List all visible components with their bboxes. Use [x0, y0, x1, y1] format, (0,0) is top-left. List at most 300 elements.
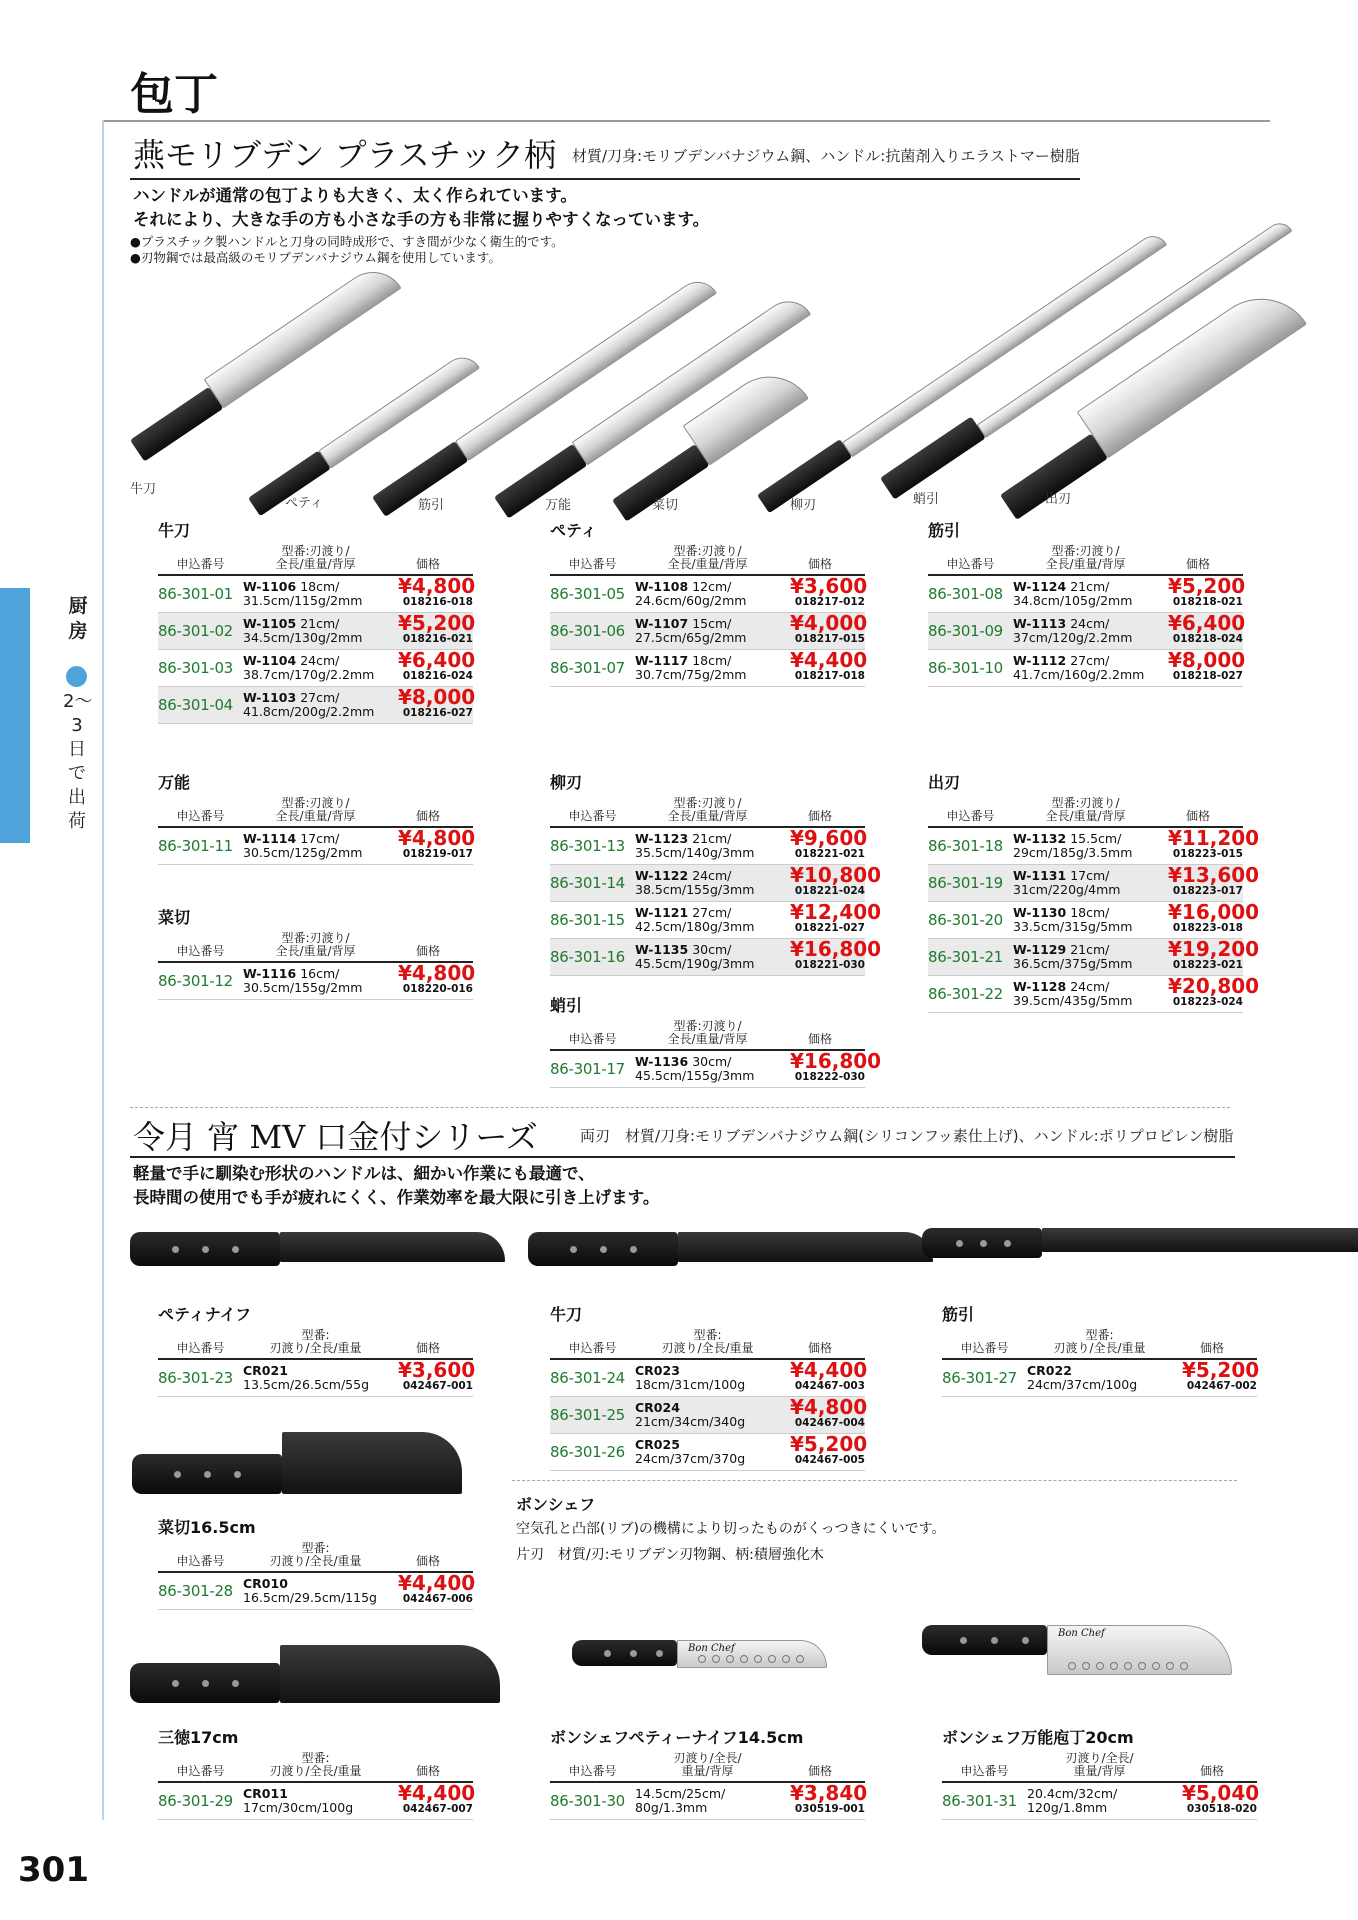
category-name: 出刃: [928, 773, 961, 792]
price-table-蛸引: [550, 993, 882, 1088]
order-code: 86-301-21: [928, 948, 1003, 966]
spec-cell: [635, 943, 790, 971]
price-value: ¥6,400: [398, 648, 476, 672]
spec-blade-length: 21cm/: [1070, 579, 1110, 594]
header-price: 価格: [415, 1764, 440, 1778]
knife-blade: [204, 259, 402, 408]
category-name: 万能: [158, 773, 191, 792]
knife-blade: [1077, 278, 1307, 459]
spec-blade-length: 21cm/: [692, 831, 732, 846]
table-row: [550, 826, 868, 865]
order-code: 86-301-04: [158, 696, 233, 714]
product-code: 018216-021: [402, 633, 473, 645]
spec-line1: [1013, 617, 1168, 631]
header-spec: 型番:刃渡り/ 全長/重量/背厚: [275, 931, 356, 958]
air-hole: [1110, 1662, 1118, 1670]
price-cell: [1168, 611, 1246, 646]
spec-cell: [635, 1787, 790, 1815]
price-value: ¥20,800: [1168, 974, 1260, 998]
rivet: [174, 1471, 181, 1478]
price-cell: [398, 961, 476, 996]
air-hole: [712, 1655, 720, 1663]
model-number: W-1129: [1013, 942, 1067, 957]
price-cell: [790, 1395, 868, 1430]
price-cell: [1168, 937, 1260, 972]
product-code: 018218-024: [1172, 633, 1243, 645]
spec-line2: 35.5cm/140g/3mm: [635, 845, 755, 860]
air-hole: [768, 1655, 776, 1663]
header-price: 価格: [415, 1341, 440, 1355]
spec-cell: [243, 832, 398, 860]
spec-line2: 24.6cm/60g/2mm: [635, 593, 747, 608]
spec-line2: 120g/1.8mm: [1027, 1800, 1108, 1815]
model-number: W-1105: [243, 616, 297, 631]
spec-line2: 33.5cm/315g/5mm: [1013, 919, 1133, 934]
price-value: ¥3,840: [790, 1781, 868, 1805]
product-code: 018221-027: [794, 922, 865, 934]
petty-knife-illustration: [130, 1232, 505, 1266]
price-value: ¥11,200: [1168, 826, 1260, 850]
spec-cell: [1027, 1787, 1182, 1815]
header-code: 申込番号: [960, 1341, 1009, 1355]
spec-line1: [1013, 943, 1168, 957]
page-title: 包丁: [130, 69, 218, 120]
spec-line2: 34.8cm/105g/2mm: [1013, 593, 1133, 608]
spec-line1: [243, 691, 398, 705]
air-hole: [726, 1655, 734, 1663]
brand-mark: Bon Chef: [1058, 1628, 1105, 1639]
table-header: [928, 797, 1243, 828]
knife-handle: [572, 1640, 677, 1666]
section3-title: ボンシェフ: [516, 1495, 596, 1514]
spec-line1: [243, 617, 398, 631]
knife-handle: [494, 444, 587, 519]
table-row: [158, 1571, 476, 1610]
price-value: ¥4,800: [398, 826, 476, 850]
air-hole: [754, 1655, 762, 1663]
header-price: 価格: [807, 809, 832, 823]
price-cell: [790, 611, 868, 646]
spec-line1: [243, 654, 398, 668]
spec-line2: 45.5cm/155g/3mm: [635, 1068, 755, 1083]
price-value: ¥3,600: [398, 1358, 476, 1382]
table-header: [550, 1020, 865, 1051]
price-cell: [1168, 648, 1246, 683]
rivet: [202, 1680, 209, 1687]
table-row: [158, 1358, 476, 1397]
price-table-ペティナイフ: [158, 1302, 476, 1397]
header-spec: 型番:刃渡り/ 全長/重量/背厚: [1045, 796, 1126, 823]
knife-handle: [130, 1232, 280, 1266]
price-table-三徳17cm: [158, 1725, 476, 1820]
price-cell: [398, 574, 476, 609]
price-value: ¥19,200: [1168, 937, 1260, 961]
rivet: [604, 1650, 611, 1657]
spec-line1: [635, 1364, 790, 1378]
spec-line1: [635, 1438, 790, 1452]
order-code: 86-301-03: [158, 659, 233, 677]
spec-line1: [635, 1055, 790, 1069]
order-code: 86-301-09: [928, 622, 1003, 640]
header-spec: 型番:刃渡り/ 全長/重量/背厚: [1045, 544, 1126, 571]
price-cell: [790, 574, 868, 609]
price-value: ¥16,800: [790, 937, 882, 961]
price-cell: [790, 648, 868, 683]
table-header: [928, 545, 1243, 576]
price-cell: [790, 900, 882, 935]
header-spec: 刃渡り/全長/ 重量/背厚: [1065, 1751, 1134, 1778]
price-table-牛刀: [158, 518, 476, 724]
santoku-illustration: [130, 1645, 500, 1703]
price-cell: [790, 1049, 882, 1084]
rivet: [656, 1650, 663, 1657]
section1-spec: 材質/刀身:モリブデンバナジウム鋼、ハンドル:抗菌剤入りエラストマー樹脂: [572, 147, 1080, 165]
section2-spec: 両刃 材質/刀身:モリブデンバナジウム鋼(シリコンフッ素仕上げ)、ハンドル:ポリプロピレン樹脂: [580, 1127, 1234, 1145]
page-number: 301: [18, 1850, 89, 1890]
order-code: 86-301-12: [158, 972, 233, 990]
air-hole: [1068, 1662, 1076, 1670]
model-number: CR022: [1027, 1363, 1072, 1378]
air-hole: [698, 1655, 706, 1663]
table-row: [550, 574, 868, 613]
knife-label: 牛刀: [130, 482, 157, 497]
price-value: ¥9,600: [790, 826, 868, 850]
order-code: 86-301-08: [928, 585, 1003, 603]
order-code: 86-301-10: [928, 659, 1003, 677]
price-cell: [1182, 1358, 1260, 1393]
product-code: 030519-001: [794, 1803, 865, 1815]
table-row: [942, 1781, 1260, 1820]
spec-line1: [1013, 654, 1168, 668]
order-code: 86-301-25: [550, 1406, 625, 1424]
model-number: W-1124: [1013, 579, 1067, 594]
price-cell: [1168, 974, 1260, 1009]
product-code: 018223-017: [1172, 885, 1243, 897]
nakiri-illustration: [132, 1432, 462, 1494]
product-code: 042467-003: [794, 1380, 865, 1392]
header-code: 申込番号: [176, 944, 225, 958]
spec-line2: 41.7cm/160g/2.2mm: [1013, 667, 1145, 682]
table-header: [158, 1752, 473, 1783]
price-value: ¥5,200: [1182, 1358, 1260, 1382]
order-code: 86-301-29: [158, 1792, 233, 1810]
header-spec: 刃渡り/全長/ 重量/背厚: [673, 1751, 742, 1778]
spec-cell: [635, 1364, 790, 1392]
knife-label: 蛸引: [913, 492, 940, 507]
header-price: 価格: [415, 809, 440, 823]
table-row: [158, 961, 476, 1000]
header-code: 申込番号: [568, 1341, 617, 1355]
header-price: 価格: [1199, 1341, 1224, 1355]
price-cell: [790, 863, 882, 898]
product-code: 018223-018: [1172, 922, 1243, 934]
spec-blade-length: 17cm/: [300, 831, 340, 846]
price-table-ボンシェフペティーナイフ14.5cm: [550, 1725, 868, 1820]
model-number: W-1130: [1013, 905, 1067, 920]
section1-title: 燕モリブデン プラスチック柄: [133, 136, 556, 174]
section2-title: 令月 宵 MV 口金付シリーズ: [133, 1118, 538, 1156]
price-table-菜切: [158, 905, 476, 1000]
knife-handle: [528, 1232, 678, 1266]
model-number: W-1128: [1013, 979, 1067, 994]
spec-line2: 29cm/185g/3.5mm: [1013, 845, 1133, 860]
price-value: ¥5,200: [790, 1432, 868, 1456]
order-code: 86-301-11: [158, 837, 233, 855]
category-name: ボンシェフペティーナイフ14.5cm: [550, 1728, 804, 1747]
order-code: 86-301-02: [158, 622, 233, 640]
header-price: 価格: [415, 557, 440, 571]
spec-cell: [1013, 832, 1168, 860]
header-price: 価格: [1185, 809, 1210, 823]
rivet: [1022, 1637, 1029, 1644]
knife-handle: [922, 1228, 1042, 1258]
sidebar-delivery: 2〜3日で出荷: [63, 691, 93, 832]
spec-blade-length: 21cm/: [300, 616, 340, 631]
header-code: 申込番号: [568, 809, 617, 823]
order-code: 86-301-19: [928, 874, 1003, 892]
knife-label: 菜切: [652, 498, 679, 513]
knife-label: ペティ: [285, 496, 323, 511]
spec-blade-length: 16cm/: [300, 966, 340, 981]
model-number: CR025: [635, 1437, 680, 1452]
price-cell: [1168, 574, 1246, 609]
price-value: ¥4,800: [398, 574, 476, 598]
header-spec: 型番: 刃渡り/全長/重量: [269, 1541, 362, 1568]
air-hole: [796, 1655, 804, 1663]
spec-line2: 30.5cm/125g/2mm: [243, 845, 363, 860]
table-row: [928, 826, 1260, 865]
header-price: 価格: [1185, 557, 1210, 571]
spec-line1: [635, 1401, 790, 1415]
rivet: [234, 1471, 241, 1478]
section3-spec: 片刃 材質/刃:モリブデン刃物鋼、柄:積層強化木: [516, 1547, 824, 1563]
table-row: [550, 611, 868, 650]
table-row: [928, 648, 1246, 687]
model-number: W-1114: [243, 831, 297, 846]
knife-handle: [132, 1454, 282, 1494]
table-row: [158, 826, 476, 865]
header-code: 申込番号: [176, 1764, 225, 1778]
price-value: ¥5,200: [398, 611, 476, 635]
spec-line2: 42.5cm/180g/3mm: [635, 919, 755, 934]
sidebar-dot: [66, 666, 87, 687]
rivet: [991, 1637, 998, 1644]
price-table-牛刀: [550, 1302, 868, 1471]
order-code: 86-301-07: [550, 659, 625, 677]
header-code: 申込番号: [176, 809, 225, 823]
price-table-出刃: [928, 770, 1260, 1013]
table-row: [550, 1781, 868, 1820]
model-number: W-1131: [1013, 868, 1067, 883]
category-name: ペティ: [550, 521, 597, 540]
table-header: [158, 797, 473, 828]
table-row: [550, 1358, 868, 1397]
air-hole: [1166, 1662, 1174, 1670]
price-value: ¥4,400: [398, 1781, 476, 1805]
spec-line1: [243, 832, 398, 846]
spec-line2: 80g/1.3mm: [635, 1800, 708, 1815]
spec-line1: [635, 1787, 790, 1801]
spec-blade-length: 30cm/: [692, 942, 732, 957]
price-value: ¥16,800: [790, 1049, 882, 1073]
product-code: 018216-024: [402, 670, 473, 682]
category-name: 柳刃: [550, 773, 583, 792]
spec-line2: 38.5cm/155g/3mm: [635, 882, 755, 897]
spec-cell: [635, 654, 790, 682]
spec-cell: [1013, 654, 1168, 682]
category-name: 筋引: [928, 521, 961, 540]
spec-line2: 16.5cm/29.5cm/115g: [243, 1590, 377, 1605]
order-code: 86-301-14: [550, 874, 625, 892]
spec-blade-length: 27cm/: [1070, 653, 1110, 668]
product-code: 030518-020: [1186, 1803, 1257, 1815]
rivet: [232, 1246, 239, 1253]
table-row: [928, 900, 1260, 939]
spec-blade-length: 15.5cm/: [1070, 831, 1122, 846]
spec-blade-length: 27cm/: [692, 905, 732, 920]
header-code: 申込番号: [960, 1764, 1009, 1778]
spec-cell: [1013, 869, 1168, 897]
price-value: ¥4,800: [790, 1395, 868, 1419]
table-header: [158, 1329, 473, 1360]
model-number: W-1117: [635, 653, 689, 668]
product-code: 018218-021: [1172, 596, 1243, 608]
product-code: 018219-017: [402, 848, 473, 860]
product-code: 018221-024: [794, 885, 865, 897]
section2-rule: [130, 1156, 1235, 1158]
order-code: 86-301-06: [550, 622, 625, 640]
spec-blade-length: 18cm/: [300, 579, 340, 594]
spec-line1: [635, 943, 790, 957]
spec-line1: [635, 869, 790, 883]
sidebar-category: 厨房: [68, 595, 88, 642]
model-number: W-1104: [243, 653, 297, 668]
price-table-筋引: [942, 1302, 1260, 1397]
price-cell: [1168, 826, 1260, 861]
order-code: 86-301-31: [942, 1792, 1017, 1810]
spec-blade-length: 30cm/: [692, 1054, 732, 1069]
model-number: W-1106: [243, 579, 297, 594]
header-price: 価格: [807, 1764, 832, 1778]
spec-blade-length: 24cm/: [1070, 616, 1110, 631]
table-row: [550, 1432, 868, 1471]
spec-cell: [243, 691, 398, 719]
product-code: 018221-021: [794, 848, 865, 860]
product-code: 018221-030: [794, 959, 865, 971]
order-code: 86-301-24: [550, 1369, 625, 1387]
model-number: W-1121: [635, 905, 689, 920]
price-cell: [790, 1358, 868, 1393]
rivet: [600, 1246, 607, 1253]
spec-blade-length: 14.5cm/25cm/: [635, 1786, 726, 1801]
section3-desc: 空気孔と凸部(リブ)の機構により切ったものがくっつきにくいです。: [516, 1521, 946, 1537]
rivet: [630, 1650, 637, 1657]
knife-label: 柳刃: [790, 498, 817, 513]
model-number: W-1132: [1013, 831, 1067, 846]
order-code: 86-301-30: [550, 1792, 625, 1810]
spec-cell: [635, 832, 790, 860]
product-code: 018223-015: [1172, 848, 1243, 860]
category-name: ペティナイフ: [158, 1305, 252, 1324]
header-price: 価格: [415, 1554, 440, 1568]
table-row: [942, 1358, 1260, 1397]
spec-blade-length: 24cm/: [692, 868, 732, 883]
table-header: [158, 545, 473, 576]
price-cell: [1182, 1781, 1260, 1816]
table-header: [550, 1329, 865, 1360]
category-name: 牛刀: [550, 1305, 583, 1324]
spec-line2: 38.7cm/170g/2.2mm: [243, 667, 375, 682]
knife-blade: [282, 1432, 462, 1494]
product-code: 042467-007: [402, 1803, 473, 1815]
knife-handle: [922, 1625, 1047, 1655]
table-row: [158, 685, 476, 724]
spec-cell: [635, 580, 790, 608]
table-row: [928, 574, 1246, 613]
product-code: 042467-006: [402, 1593, 473, 1605]
spec-line2: 24cm/37cm/370g: [635, 1451, 746, 1466]
header-code: 申込番号: [176, 1341, 225, 1355]
table-row: [550, 648, 868, 687]
spec-cell: [1013, 617, 1168, 645]
spec-cell: [635, 617, 790, 645]
spec-cell: [243, 580, 398, 608]
price-value: ¥8,000: [1168, 648, 1246, 672]
spec-line1: [1013, 580, 1168, 594]
category-name: 菜切16.5cm: [158, 1518, 256, 1537]
spec-line1: [1027, 1364, 1182, 1378]
spec-cell: [243, 617, 398, 645]
price-cell: [398, 826, 476, 861]
table-row: [928, 974, 1260, 1013]
gyuto-illustration: [528, 1232, 933, 1266]
price-value: ¥4,400: [398, 1571, 476, 1595]
header-code: 申込番号: [568, 1032, 617, 1046]
price-table-菜切16.5cm: [158, 1515, 476, 1610]
header-code: 申込番号: [176, 557, 225, 571]
product-code: 018222-030: [794, 1071, 865, 1083]
table-row: [928, 937, 1260, 976]
sidebar-tab: [0, 588, 30, 843]
air-hole: [1082, 1662, 1090, 1670]
model-number: W-1122: [635, 868, 689, 883]
spec-line2: 30.7cm/75g/2mm: [635, 667, 747, 682]
rivet: [172, 1246, 179, 1253]
rivet: [204, 1471, 211, 1478]
model-number: W-1123: [635, 831, 689, 846]
knife-label: 万能: [545, 498, 572, 513]
price-table-万能: [158, 770, 476, 865]
price-cell: [398, 685, 476, 720]
header-price: 価格: [807, 557, 832, 571]
knife-blade: [280, 1645, 500, 1703]
rivet: [232, 1680, 239, 1687]
knife-label: 筋引: [418, 498, 445, 513]
table-header: [550, 1752, 865, 1783]
order-code: 86-301-27: [942, 1369, 1017, 1387]
header-spec: 型番:刃渡り/ 全長/重量/背厚: [667, 544, 748, 571]
price-value: ¥13,600: [1168, 863, 1260, 887]
price-cell: [398, 1781, 476, 1816]
header-spec: 型番:刃渡り/ 全長/重量/背厚: [275, 796, 356, 823]
spec-blade-length: 12cm/: [692, 579, 732, 594]
price-table-ペティ: [550, 518, 868, 687]
section-divider: [130, 1107, 1230, 1108]
header-code: 申込番号: [568, 1764, 617, 1778]
spec-line1: [635, 617, 790, 631]
spec-cell: [635, 869, 790, 897]
spec-line1: [1013, 832, 1168, 846]
